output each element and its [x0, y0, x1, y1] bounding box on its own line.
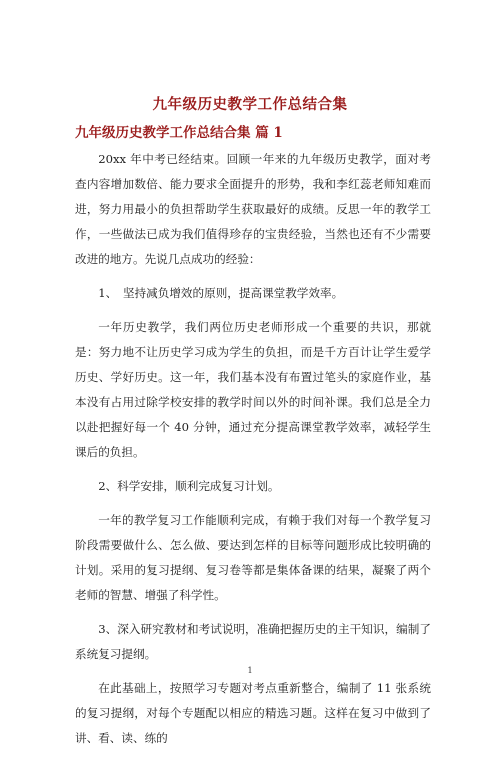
document-title: 九年级历史教学工作总结合集 — [152, 96, 348, 113]
list-item-1: 1、 坚持减负增效的原则，提高课堂教学效率。 — [98, 286, 344, 300]
paragraph-3: 在此基础上，按照学习专题对考点重新整合，编制了 11 张系统的复习提纲，对每个专题配以相应的精选习题。这样在复习中做到了讲、看、读、练的 — [75, 681, 431, 745]
paragraph-1: 一年历史教学，我们两位历史老师形成一个重要的共识，那就是：努力地不让历史学习成为学生的负担，而是千方百计让学生爱学历史、学好历史。这一年，我们基本没有布置过笔头的家庭作业，基本没有占用过除学校安排的教学时间以外的时间补课。我们总是全力以赴把握好每一个 40 分钟，通过充分提高课堂教学效率，减轻学生课后的负担。 — [75, 320, 431, 459]
page-number: 1 — [247, 666, 253, 675]
paragraph-2: 一年的教学复习工作能顺利完成，有赖于我们对每一个教学复习阶段需要做什么、怎么做、要达到怎样的目标等问题形成比较明确的计划。采用的复习提纲、复习卷等都是集体备课的结果，凝聚了两个老师的智慧、增强了科学性。 — [75, 513, 431, 602]
section-heading: 九年级历史教学工作总结合集 篇 1 — [75, 125, 283, 141]
paragraph-intro: 20xx 年中考已经结束。回顾一年来的九年级历史教学，面对考查内容增加数倍、能力要求全面提升的形势，我和李红蕊老师知难而进，努力用最小的负担帮助学生获取最好的成绩。反思一年的教学工作，一些做法已成为我们值得珍存的宝贵经验，当然也还有不少需要改进的地方。先说几点成功的经验： — [75, 152, 431, 266]
list-item-3: 3、深入研究教材和考试说明，准确把握历史的主干知识，编制了系统复习提纲。 — [75, 622, 431, 661]
list-item-2: 2、科学安排，顺利完成复习计划。 — [98, 479, 280, 493]
